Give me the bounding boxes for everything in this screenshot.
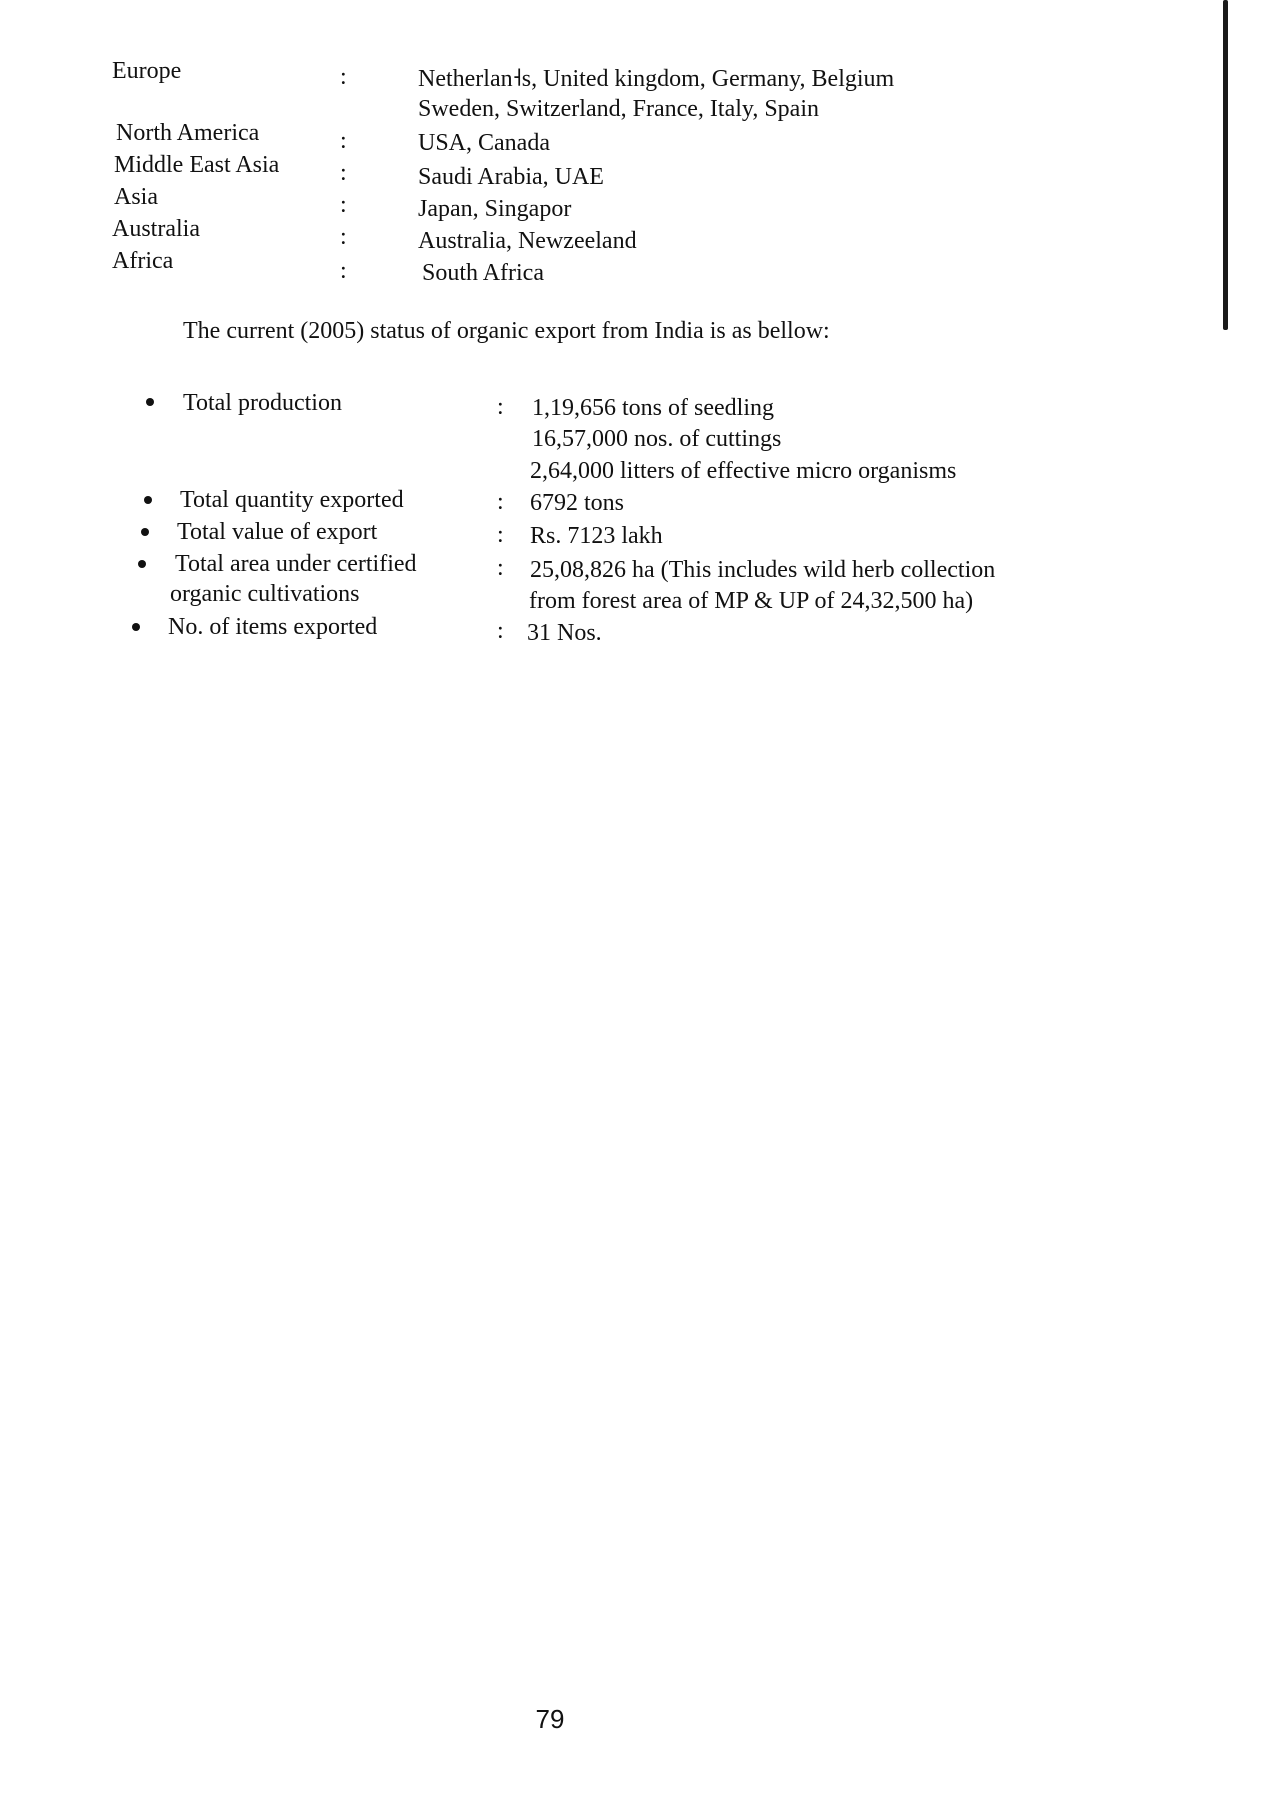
status-label-items-exported: No. of items exported xyxy=(168,614,378,640)
status-separator: : xyxy=(497,555,504,581)
status-value-area-line-2: from forest area of MP & UP of 24,32,500 ha) xyxy=(529,588,974,614)
region-separator: : xyxy=(340,258,347,284)
region-countries-africa: South Africa xyxy=(422,260,544,286)
page-number: 79 xyxy=(535,1704,565,1734)
region-name-asia: Asia xyxy=(114,184,158,210)
status-label-total-value-of-export: Total value of export xyxy=(177,519,378,545)
region-countries-asia: Japan, Singapor xyxy=(418,196,572,222)
bullet-icon xyxy=(146,398,154,406)
region-countries-middle-east-asia: Saudi Arabia, UAE xyxy=(418,164,604,190)
bullet-icon xyxy=(141,528,149,536)
status-intro-text: The current (2005) status of organic export from India is as bellow: xyxy=(183,318,830,344)
status-separator: : xyxy=(497,522,504,548)
status-value-export-value: Rs. 7123 lakh xyxy=(530,523,663,549)
status-separator: : xyxy=(497,394,504,420)
status-label-total-production: Total production xyxy=(183,390,342,416)
region-countries-australia: Australia, Newzeeland xyxy=(418,228,637,254)
region-countries-europe-line-1: Netherlan˧s, United kingdom, Germany, Belgium xyxy=(418,66,895,92)
status-value-items-exported: 31 Nos. xyxy=(527,620,602,646)
region-separator: : xyxy=(340,128,347,154)
bullet-icon xyxy=(132,623,140,631)
status-value-area-line-1: 25,08,826 ha (This includes wild herb collection xyxy=(530,557,996,583)
region-name-europe: Europe xyxy=(112,58,182,84)
status-value-quantity: 6792 tons xyxy=(530,490,625,516)
region-countries-north-america: USA, Canada xyxy=(418,130,550,156)
region-separator: : xyxy=(340,192,347,218)
bullet-icon xyxy=(138,560,146,568)
region-name-africa: Africa xyxy=(112,248,174,274)
bullet-icon xyxy=(144,496,152,504)
region-name-north-america: North America xyxy=(116,120,260,146)
region-name-middle-east-asia: Middle East Asia xyxy=(114,152,280,178)
status-value-production-line-1: 1,19,656 tons of seedling xyxy=(532,395,774,421)
status-label-total-area-line-2: organic cultivations xyxy=(170,581,360,607)
region-separator: : xyxy=(340,64,347,90)
region-countries-europe-line-2: Sweden, Switzerland, France, Italy, Spain xyxy=(418,96,820,122)
status-separator: : xyxy=(497,489,504,515)
scan-edge-mark xyxy=(1223,0,1228,330)
region-name-australia: Australia xyxy=(112,216,200,242)
region-separator: : xyxy=(340,224,347,250)
status-value-production-line-2: 16,57,000 nos. of cuttings xyxy=(532,426,782,452)
status-label-total-area-line-1: Total area under certified xyxy=(175,551,417,577)
region-separator: : xyxy=(340,160,347,186)
status-value-production-line-3: 2,64,000 litters of effective micro organisms xyxy=(530,458,957,484)
status-separator: : xyxy=(497,618,504,644)
status-label-total-quantity-exported: Total quantity exported xyxy=(180,487,404,513)
